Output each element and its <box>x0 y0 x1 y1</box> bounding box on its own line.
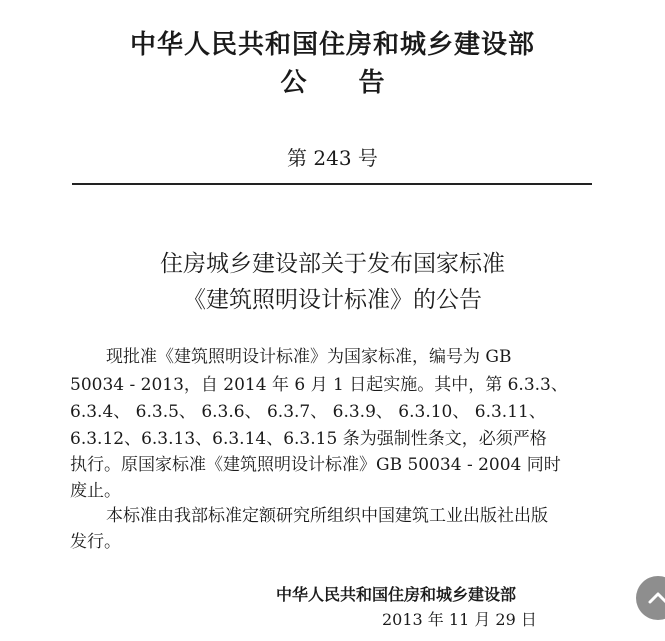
body-line: 执行。原国家标准《建筑照明设计标准》GB 50034 - 2004 同时 <box>70 455 561 475</box>
body-line: 本标准由我部标准定额研究所组织中国建筑工业出版社出版 <box>106 506 548 526</box>
body-line: 废止。 <box>70 481 121 501</box>
body-line: 现批准《建筑照明设计标准》为国家标准，编号为 GB <box>106 347 512 367</box>
issuer-heading: 中华人民共和国住房和城乡建设部 <box>129 30 535 60</box>
body-line: 发行。 <box>70 532 121 552</box>
signing-organization: 中华人民共和国住房和城乡建设部 <box>276 585 517 604</box>
announcement-number: 第 243 号 <box>287 146 378 170</box>
header-divider <box>72 183 592 185</box>
body-line: 6.3.4、 6.3.5、 6.3.6、 6.3.7、 6.3.9、 6.3.10、 6.3.11、 <box>70 402 546 422</box>
body-line: 6.3.12、6.3.13、6.3.14、6.3.15 条为强制性条文，必须严格 <box>70 429 547 449</box>
announcement-title-line-1: 住房城乡建设部关于发布国家标准 <box>160 251 505 277</box>
body-line: 50034 - 2013，自 2014 年 6 月 1 日起实施。其中，第 6.3.3、 <box>70 375 568 395</box>
document-type-heading: 公告 <box>280 68 437 98</box>
signing-date: 2013 年 11 月 29 日 <box>382 610 537 629</box>
announcement-title-line-2: 《建筑照明设计标准》的公告 <box>183 287 482 313</box>
chevron-up-icon <box>644 584 665 612</box>
scroll-to-top-button[interactable] <box>636 576 665 620</box>
